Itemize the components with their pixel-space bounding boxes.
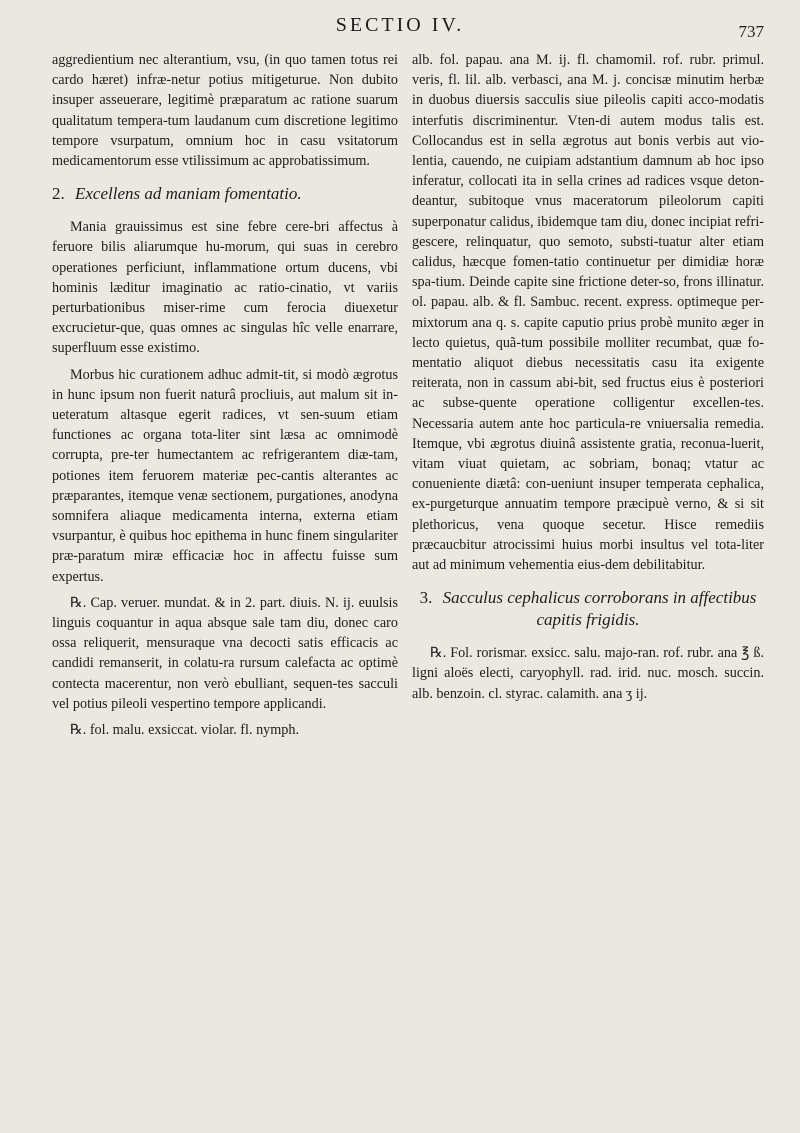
paragraph-continuation: aggredientium nec alterantium, vsu, (in quo tamen totus rei cardo hæret) infræ-netur potius mitigeturue. Non dubito insuper asseuerare, legitimè præparatum ac ratione suarum qualitatum tempera-tum laudanum cum discretione legitimo tempore vsurpatum, omnium hoc in casu vsitatorum medicamentorum esse vtilissimum ac approbatissimum. [52,52,398,170]
right-column [412,50,764,710]
section-number: 3. [419,588,433,608]
page-number: 737 [738,22,764,41]
recipe-paragraph: ℞. fol. malu. exsiccat. violar. fl. nymph. [70,722,300,739]
section-heading-3 [412,587,764,631]
recipe-paragraph: ℞. Cap. veruer. mundat. & in 2. part. diuis. N. ij. euulsis linguis coquantur in aqua absque sale tam diu, donec caro ossa reliquerit, mensuraque vna decocti satis efficacis ac candidi remanserit, in colatu-ra rursum calefacta ac optimè contecta macerentur, non verò ebulliant, sequen-tes sacculi vel potius pileoli vespertino tempore applicandi. [52,594,398,712]
left-column [52,50,398,746]
paragraph-morbus: Morbus hic curationem adhuc admit-tit, si modò ægrotus in hunc ipsum non fuerit naturâ procliuis, aut malum sit in-ueteratum altasque egerit radices, vt sen-suum etiam functiones ac organa tota-liter sint læsa ac omnimodè corrupta, pre-ter humectantem ac refrigerantem diæ-tam, potiones item feruorem materiæ pec-cantis alterantes ac præparantes, itemque venæ sectionem, purgationes, anodyna somnifera aliaque medicamenta interna, externa etiam vsurpantur, è quibus hoc epithema in hunc finem singulariter præ-paratum miræ efficaciæ hoc in affectu fuisse sum expertus. [52,366,398,585]
section-title: Sacculus cephalicus corroborans in affectibus capitis frigidis. [442,588,757,630]
section-number: 2. [52,184,65,204]
section-title: Excellens ad maniam fomentatio. [75,184,302,204]
section-heading-2 [52,183,398,205]
paragraph-mania: Mania grauissimus est sine febre cere-bri affectus à feruore bilis aliarumque hu-morum, qui suas in cerebro operationes perficiunt, inflammatione ortum ducens, vbi hominis læditur imaginatio ac ratio-cinatio, vt variis perturbationibus miser-rime cum ferocia diuexetur excrucietur-que, quas omnes ac singulas hîc velle enarrare, superfluum esse existimo. [52,219,398,357]
running-head: SECTIO IV. [335,14,465,36]
paragraph-continuation: alb. fol. papau. ana M. ij. fl. chamomil. rof. rubr. primul. veris, fl. lil. alb. verbasci, ana M. j. concisæ minutim herbæ in duobus diuersis sacculis siue pileolis capiti acco-modatis interfutis discriminentur. Vten-di autem modus talis est. Collocandus est in sella ægrotus aut bonis verbis aut vio-lentia, cauendo, ne cuipiam adstantium damnum ab hoc ipso inferatur, collocati ita in sella crines ad radices vsque deton-deantur, subitoque vnus maceratorum pileolorum capiti superponatur calidus, ibidemque tam diu, donec incipiat refri-gescere, relinquatur, quo semoto, substi-tuatur alter etiam calidus, hæcque fomen-tatio continuetur per dimidiæ horæ spa-tium. Deinde capite sine frictione deter-so, frons illinatur. ol. papau. alb. & fl. Sambuc. recent. express. optimeque per-mixtorum ana q. s. capite caputio prius probè munito æger in lecto quietus, quã-tum possibile molliter recumbat, quæ fo-mentatio aliquot diebus necessitatis casu ita exigente reiterata, non in cassum abi-bit, sed fructus eius è posteriori ac subse-quente operatione colligentur excellen-tes. Necessaria autem ante hoc particula-re vniuersalia remedia. Itemque, vbi ægrotus diuinâ assistente gratia, reconua-luerit, vitam viuat quietam, ac sobriam, bonaq; vtatur ac conueniente diætâ: con-ueniunt insuper temperata cephalica, ex-purgeturque annuatim tempore præcipuè verno, & si sit plethoricus, vena quoque secetur. Hisce remediis præcaucbitur atrocissimi huius morbi insultus vel tota-liter aut ad minimum vehementia eius-dem debilitabitur. [412,52,764,574]
recipe-paragraph: ℞. Fol. rorismar. exsicc. salu. majo-ran. rof. rubr. ana ℥ ß. ligni aloës electi, caryophyll. rad. irid. nuc. mosch. succin. alb. benzoin. cl. styrac. calamith. ana ʒ ij. [412,645,764,702]
